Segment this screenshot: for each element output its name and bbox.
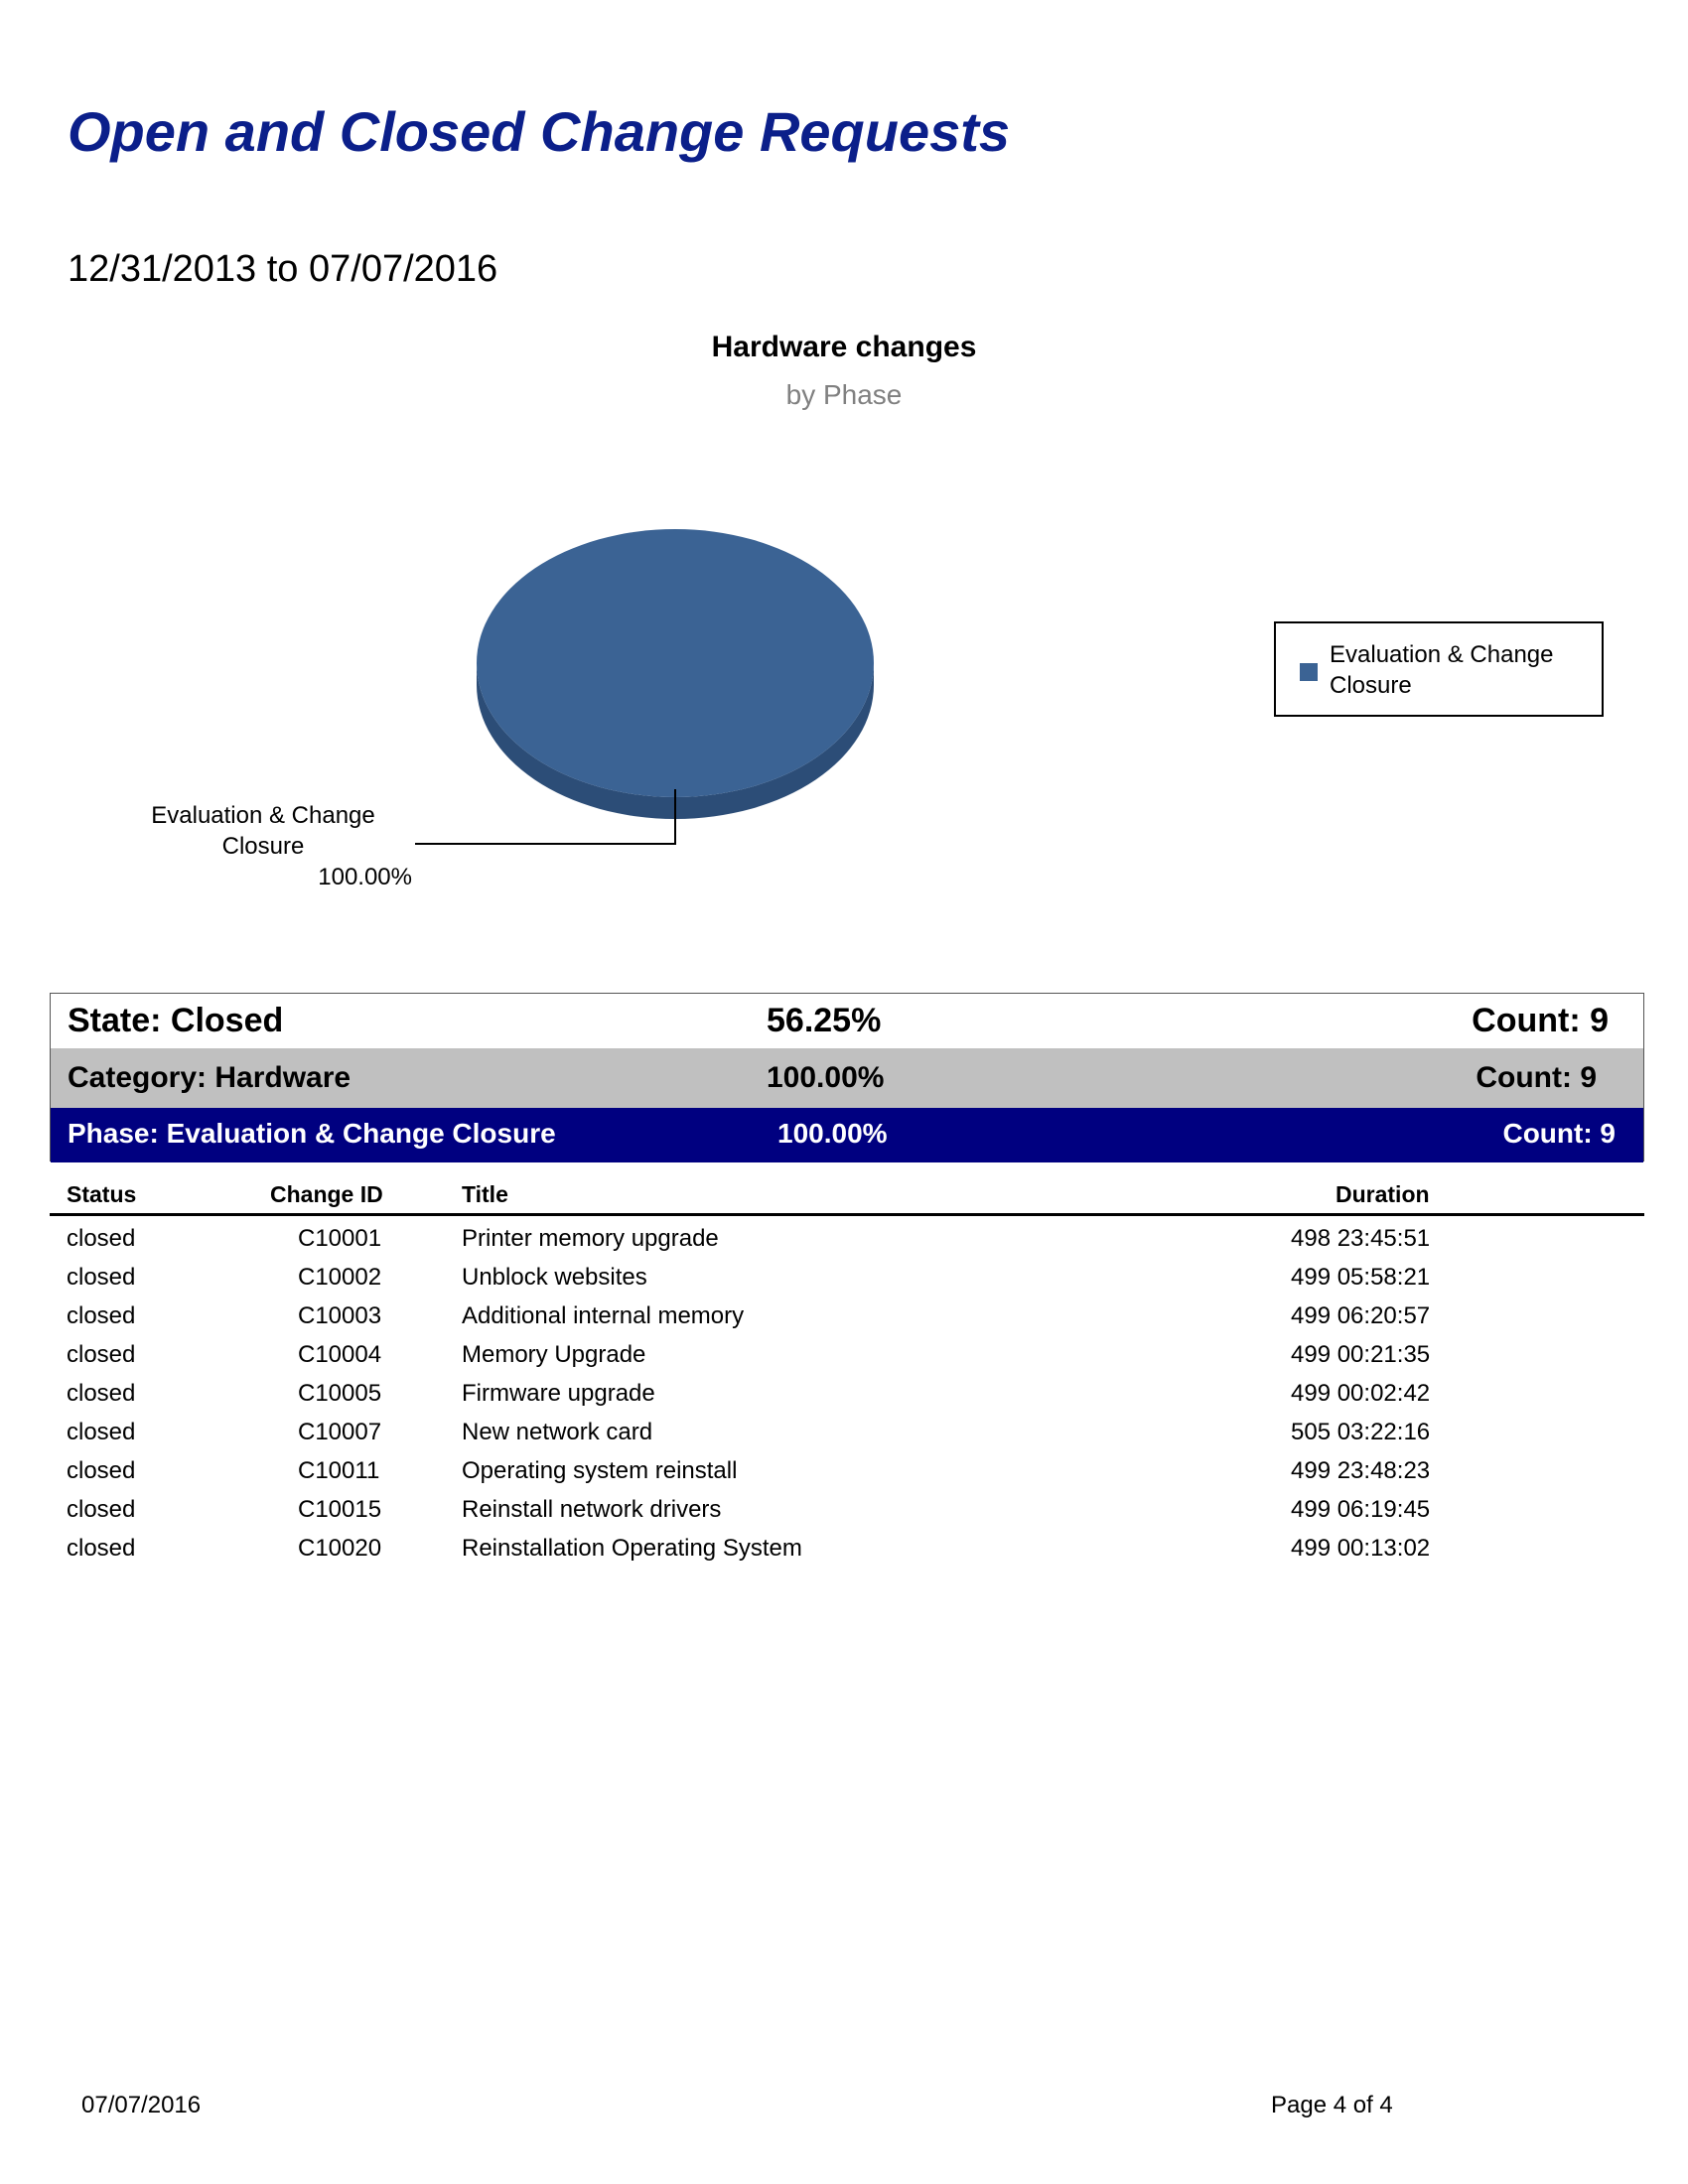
pie-slice [477, 529, 874, 797]
chart-title: Hardware changes [711, 331, 977, 363]
cell-status: closed [67, 1535, 136, 1562]
table-row [50, 1221, 1644, 1260]
chart-legend [1274, 621, 1604, 717]
table-body [50, 1221, 1644, 1570]
cell-change-id: C10007 [298, 1419, 382, 1445]
cell-duration: 499 06:20:57 [1291, 1302, 1431, 1329]
header-title: Title [462, 1181, 508, 1207]
cell-title: New network card [462, 1419, 653, 1445]
cell-duration: 505 03:22:16 [1291, 1419, 1431, 1445]
cell-status: closed [67, 1457, 136, 1484]
table-header [50, 1181, 1644, 1216]
category-band [51, 1048, 1643, 1108]
group-header-box [50, 993, 1644, 1161]
legend-swatch [1300, 663, 1318, 681]
pie-chart [0, 0, 1688, 923]
cell-title: Firmware upgrade [462, 1380, 655, 1407]
cell-status: closed [67, 1419, 136, 1445]
cell-title: Memory Upgrade [462, 1341, 646, 1368]
cell-change-id: C10004 [298, 1341, 382, 1368]
category-label: Category: Hardware [68, 1061, 352, 1094]
legend-label [1330, 639, 1598, 701]
slice-label [114, 800, 412, 892]
cell-change-id: C10005 [298, 1380, 382, 1407]
cell-change-id: C10020 [298, 1535, 382, 1562]
state-count: Count: 9 [1472, 1002, 1609, 1039]
cell-duration: 499 23:48:23 [1291, 1457, 1431, 1484]
cell-duration: 498 23:45:51 [1291, 1225, 1431, 1252]
cell-duration: 499 06:19:45 [1291, 1496, 1431, 1523]
phase-percent: 100.00% [777, 1118, 888, 1149]
report-title: Open and Closed Change Requests [68, 100, 1011, 163]
cell-change-id: C10001 [298, 1225, 382, 1252]
state-band [51, 994, 1643, 1048]
category-percent: 100.00% [767, 1061, 885, 1094]
table-row [50, 1260, 1644, 1298]
cell-duration: 499 05:58:21 [1291, 1264, 1431, 1291]
date-range: 12/31/2013 to 07/07/2016 [68, 248, 498, 290]
table-row [50, 1298, 1644, 1337]
cell-status: closed [67, 1341, 136, 1368]
cell-title: Reinstall network drivers [462, 1496, 722, 1523]
legend-label-line2: Closure [1330, 672, 1412, 699]
table-row [50, 1453, 1644, 1492]
cell-status: closed [67, 1264, 136, 1291]
pie-chart-svg [0, 0, 1688, 923]
cell-status: closed [67, 1302, 136, 1329]
legend-label-line1: Evaluation & Change [1330, 641, 1554, 668]
phase-count: Count: 9 [1502, 1118, 1616, 1149]
footer-page-number: Page 4 of 4 [1271, 2092, 1393, 2118]
header-status: Status [67, 1181, 137, 1207]
header-change-id: Change ID [270, 1181, 383, 1207]
slice-label-line2: Closure [221, 833, 305, 860]
chart-subtitle: by Phase [785, 379, 903, 410]
footer-date: 07/07/2016 [81, 2092, 202, 2118]
table-row [50, 1492, 1644, 1531]
cell-title: Additional internal memory [462, 1302, 745, 1329]
table-row [50, 1337, 1644, 1376]
cell-change-id: C10011 [298, 1457, 380, 1484]
table-row [50, 1415, 1644, 1453]
cell-change-id: C10002 [298, 1264, 382, 1291]
cell-change-id: C10003 [298, 1302, 382, 1329]
table-row [50, 1531, 1644, 1570]
cell-status: closed [67, 1496, 136, 1523]
slice-label-line1: Evaluation & Change [151, 802, 375, 829]
slice-label-percent: 100.00% [318, 864, 412, 890]
phase-label: Phase: Evaluation & Change Closure [68, 1118, 556, 1149]
cell-duration: 499 00:21:35 [1291, 1341, 1431, 1368]
cell-title: Printer memory upgrade [462, 1225, 719, 1252]
category-count: Count: 9 [1476, 1061, 1597, 1094]
table-row [50, 1376, 1644, 1415]
phase-band [51, 1108, 1643, 1162]
cell-change-id: C10015 [298, 1496, 382, 1523]
cell-title: Operating system reinstall [462, 1457, 738, 1484]
cell-status: closed [67, 1380, 136, 1407]
cell-title: Reinstallation Operating System [462, 1535, 802, 1562]
cell-duration: 499 00:13:02 [1291, 1535, 1431, 1562]
cell-duration: 499 00:02:42 [1291, 1380, 1431, 1407]
cell-status: closed [67, 1225, 136, 1252]
cell-title: Unblock websites [462, 1264, 647, 1291]
state-label: State: Closed [68, 1002, 284, 1039]
header-duration: Duration [1336, 1181, 1430, 1207]
state-percent: 56.25% [767, 1002, 882, 1039]
